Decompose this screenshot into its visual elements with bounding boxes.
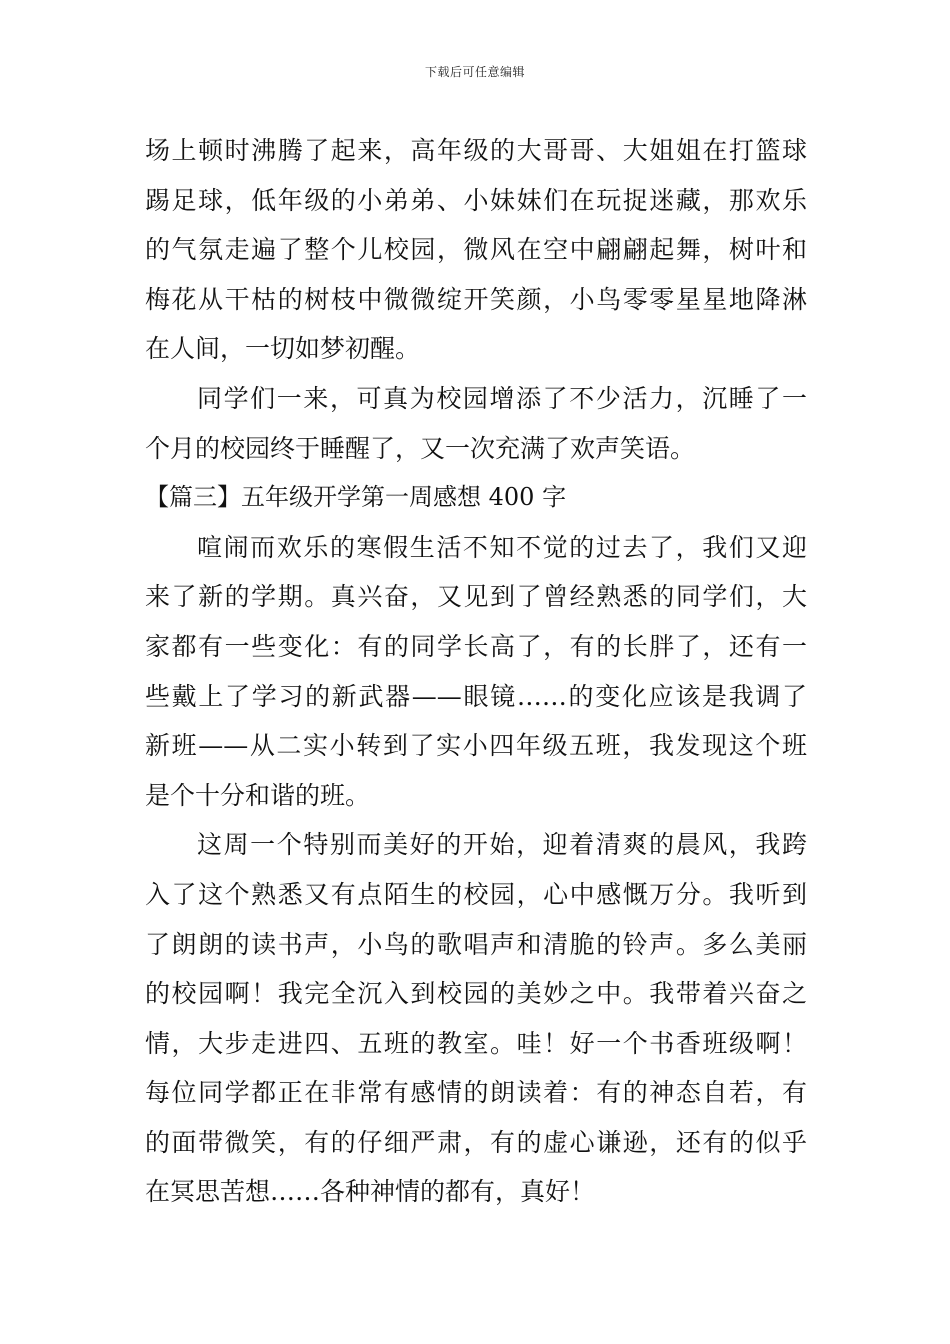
paragraph-line: 新班——从二实小转到了实小四年级五班，我发现这个班 [145,731,807,761]
paragraph-line: 的气氛走遍了整个儿校园，微风在空中翩翩起舞，树叶和 [145,235,807,265]
section-heading: 【篇三】五年级开学第一周感想 400 字 [145,483,567,512]
paragraph-line: 喧闹而欢乐的寒假生活不知不觉的过去了，我们又迎 [197,532,807,562]
paragraph-line: 的面带微笑，有的仔细严肃，有的虚心谦逊，还有的似乎 [145,1127,807,1157]
paragraph-line: 场上顿时沸腾了起来，高年级的大哥哥、大姐姐在打篮球 [145,136,807,165]
paragraph-line: 在冥思苦想……各种神情的都有，真好！ [145,1177,596,1207]
paragraph-line: 入了这个熟悉又有点陌生的校园，心中感慨万分。我听到 [145,879,807,909]
paragraph-line: 踢足球，低年级的小弟弟、小妹妹们在玩捉迷藏，那欢乐 [145,185,807,215]
paragraph-line: 同学们一来，可真为校园增添了不少活力，沉睡了一 [197,383,807,413]
paragraph-line: 这周一个特别而美好的开始，迎着清爽的晨风，我跨 [197,830,807,860]
paragraph-line: 个月的校园终于睡醒了，又一次充满了欢声笑语。 [145,433,696,463]
paragraph-line: 梅花从干枯的树枝中微微绽开笑颜，小鸟零零星星地降淋 [145,284,807,314]
paragraph-line: 是个十分和谐的班。 [145,780,371,810]
page-header: 下载后可任意编辑 [424,65,525,79]
paragraph-line: 情，大步走进四、五班的教室。哇！好一个书香班级啊！ [145,1028,807,1058]
paragraph-line: 来了新的学期。真兴奋，又见到了曾经熟悉的同学们，大 [145,582,807,612]
paragraph-line: 家都有一些变化：有的同学长高了，有的长胖了，还有一 [145,631,807,661]
document-body [145,126,807,1217]
paragraph-line: 每位同学都正在非常有感情的朗读着：有的神态自若，有 [145,1078,807,1108]
paragraph-line: 的校园啊！我完全沉入到校园的美妙之中。我带着兴奋之 [145,979,807,1009]
paragraph-line: 些戴上了学习的新武器——眼镜……的变化应该是我调了 [145,681,807,711]
paragraph-line: 了朗朗的读书声，小鸟的歌唱声和清脆的铃声。多么美丽 [145,929,807,959]
paragraph-line: 在人间，一切如梦初醒。 [145,334,421,364]
